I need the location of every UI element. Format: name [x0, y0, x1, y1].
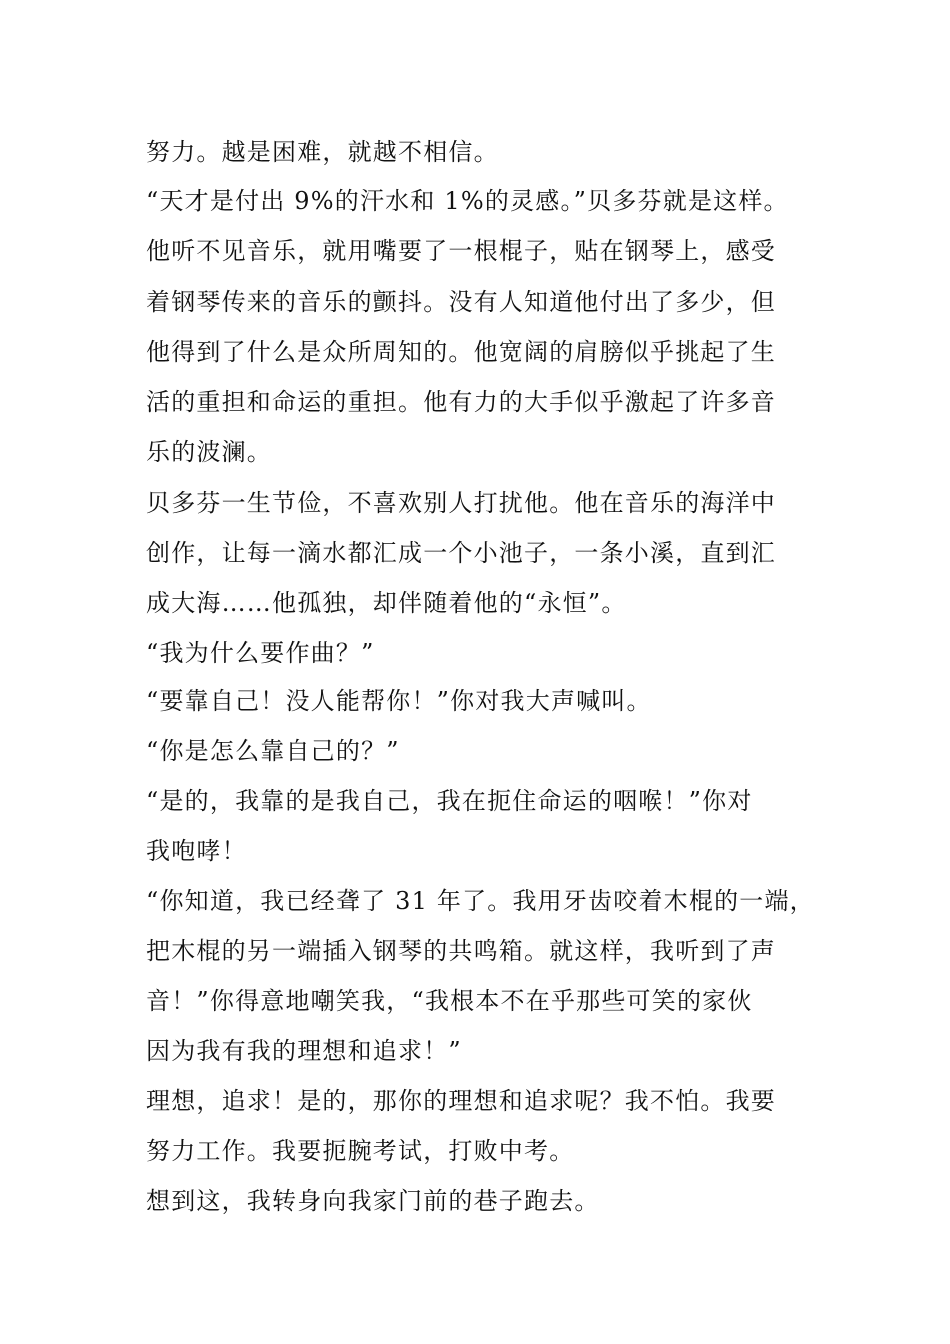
text-line: 他听不见音乐，就用嘴要了一根棍子，贴在钢琴上，感受: [146, 237, 776, 265]
text-line: 成大海……他孤独，却伴随着他的“永恒”。: [146, 589, 627, 617]
text-line: “是的，我靠的是我自己，我在扼住命运的咽喉！”你对: [146, 787, 753, 815]
text-line: 想到这，我转身向我家门前的巷子跑去。: [146, 1187, 600, 1215]
text-line: 着钢琴传来的音乐的颤抖。没有人知道他付出了多少，但: [146, 288, 776, 316]
text-line: 努力。越是困难，就越不相信。: [146, 138, 499, 166]
text-line: 活的重担和命运的重担。他有力的大手似乎激起了许多音: [146, 388, 776, 416]
text-line: 理想，追求！是的，那你的理想和追求呢？我不怕。我要: [146, 1087, 776, 1115]
text-line: “要靠自己！没人能帮你！”你对我大声喊叫。: [146, 687, 652, 715]
text-line: 把木棍的另一端插入钢琴的共鸣箱。就这样，我听到了声: [146, 937, 776, 965]
text-line: 音！”你得意地嘲笑我，“我根本不在乎那些可笑的家伙: [146, 987, 753, 1015]
text-line: “你是怎么靠自己的？”: [146, 737, 400, 765]
text-line: “天才是付出 9%的汗水和 1%的灵感。”贝多芬就是这样。: [146, 187, 789, 215]
text-line: 因为我有我的理想和追求！”: [146, 1037, 462, 1065]
text-line: “你知道，我已经聋了 31 年了。我用牙齿咬着木棍的一端，: [146, 887, 815, 915]
text-line: 我咆哮！: [146, 837, 247, 865]
text-line: 他得到了什么是众所周知的。他宽阔的肩膀似乎挑起了生: [146, 338, 776, 366]
text-line: 创作，让每一滴水都汇成一个小池子，一条小溪，直到汇: [146, 539, 776, 567]
text-line: “我为什么要作曲？”: [146, 639, 375, 667]
text-line: 贝多芬一生节俭，不喜欢别人打扰他。他在音乐的海洋中: [146, 489, 776, 517]
text-line: 努力工作。我要扼腕考试，打败中考。: [146, 1137, 575, 1165]
text-line: 乐的波澜。: [146, 438, 272, 466]
